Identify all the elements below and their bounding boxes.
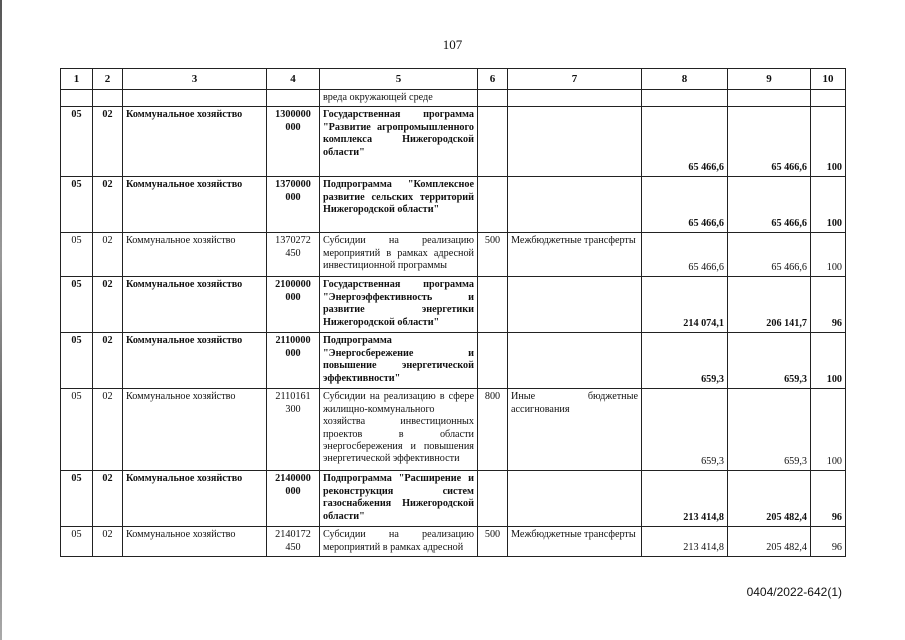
table-row: [61, 107, 846, 177]
subsection-code: 02: [93, 277, 123, 333]
table-row: [61, 177, 846, 233]
subsection-name: Коммунальное хозяйство: [123, 177, 267, 233]
article-name: Государственная программа "Развитие агропромышленного комплекса Нижегородской области": [320, 107, 478, 177]
document-code: 0404/2022-642(1): [746, 585, 842, 599]
expense-type-code: 800: [478, 389, 508, 471]
executed-amount: 206 141,7: [728, 277, 811, 333]
subsection-code: 02: [93, 177, 123, 233]
planned-amount: 65 466,6: [642, 177, 728, 233]
executed-amount: 205 482,4: [728, 471, 811, 527]
article-name: Подпрограмма "Комплексное развитие сельских территорий Нижегородской области": [320, 177, 478, 233]
header-col-5: 5: [320, 69, 478, 90]
execution-percent: 96: [811, 471, 846, 527]
article-name: Субсидии на реализацию мероприятий в рамках адресной инвестиционной программы: [320, 233, 478, 277]
section-code: 05: [61, 471, 93, 527]
page-number: 107: [442, 37, 463, 52]
header-col-9: 9: [728, 69, 811, 90]
header-col-10: 10: [811, 69, 846, 90]
continuation-text: вреда окружающей среде: [320, 90, 478, 107]
planned-amount: 65 466,6: [642, 233, 728, 277]
section-code: 05: [61, 389, 93, 471]
expense-type-code: [478, 333, 508, 389]
target-article: 2100000 000: [267, 277, 320, 333]
section-code: 05: [61, 233, 93, 277]
planned-amount: 659,3: [642, 333, 728, 389]
header-col-4: 4: [267, 69, 320, 90]
target-article: 2110000 000: [267, 333, 320, 389]
target-article: 1370000 000: [267, 177, 320, 233]
subsection-name: Коммунальное хозяйство: [123, 333, 267, 389]
table-row: [61, 333, 846, 389]
planned-amount: 213 414,8: [642, 527, 728, 557]
execution-percent: 96: [811, 527, 846, 557]
scan-edge: [0, 0, 2, 640]
table-row: [61, 389, 846, 471]
header-col-1: 1: [61, 69, 93, 90]
subsection-code: 02: [93, 233, 123, 277]
subsection-code: 02: [93, 389, 123, 471]
execution-percent: 100: [811, 177, 846, 233]
target-article: 2140172 450: [267, 527, 320, 557]
section-code: 05: [61, 527, 93, 557]
section-code: 05: [61, 277, 93, 333]
execution-percent: 100: [811, 107, 846, 177]
table-row: [61, 527, 846, 557]
expense-type-code: [478, 471, 508, 527]
target-article: 2140000 000: [267, 471, 320, 527]
article-name: Подпрограмма "Энергосбережение и повышение энергетической эффективности": [320, 333, 478, 389]
table-row: [61, 233, 846, 277]
expense-type-code: [478, 177, 508, 233]
header-col-2: 2: [93, 69, 123, 90]
planned-amount: 214 074,1: [642, 277, 728, 333]
expense-type-code: 500: [478, 527, 508, 557]
section-code: 05: [61, 177, 93, 233]
header-row: [61, 69, 846, 90]
executed-amount: 65 466,6: [728, 233, 811, 277]
target-article: 2110161 300: [267, 389, 320, 471]
target-article: 1370272 450: [267, 233, 320, 277]
expense-type-name: [508, 471, 642, 527]
executed-amount: 659,3: [728, 389, 811, 471]
header-col-6: 6: [478, 69, 508, 90]
subsection-code: 02: [93, 471, 123, 527]
header-col-3: 3: [123, 69, 267, 90]
planned-amount: 659,3: [642, 389, 728, 471]
target-article: 1300000 000: [267, 107, 320, 177]
expense-type-name: [508, 107, 642, 177]
subsection-code: 02: [93, 527, 123, 557]
article-name: Субсидии на реализацию мероприятий в рамках адресной: [320, 527, 478, 557]
expense-type-name: Межбюджетные трансферты: [508, 233, 642, 277]
subsection-code: 02: [93, 107, 123, 177]
subsection-name: Коммунальное хозяйство: [123, 233, 267, 277]
section-code: 05: [61, 107, 93, 177]
header-col-7: 7: [508, 69, 642, 90]
subsection-name: Коммунальное хозяйство: [123, 389, 267, 471]
expense-type-name: Межбюджетные трансферты: [508, 527, 642, 557]
expense-type-code: [478, 107, 508, 177]
planned-amount: 65 466,6: [642, 107, 728, 177]
header-col-8: 8: [642, 69, 728, 90]
executed-amount: 65 466,6: [728, 177, 811, 233]
expense-type-code: [478, 277, 508, 333]
budget-table: [60, 68, 846, 557]
execution-percent: 100: [811, 333, 846, 389]
executed-amount: 205 482,4: [728, 527, 811, 557]
subsection-name: Коммунальное хозяйство: [123, 471, 267, 527]
expense-type-code: 500: [478, 233, 508, 277]
expense-type-name: [508, 333, 642, 389]
continuation-row: [61, 90, 846, 107]
expense-type-name: [508, 277, 642, 333]
article-name: Подпрограмма "Расширение и реконструкция систем газоснабжения Нижегородской области": [320, 471, 478, 527]
subsection-code: 02: [93, 333, 123, 389]
execution-percent: 100: [811, 233, 846, 277]
executed-amount: 65 466,6: [728, 107, 811, 177]
subsection-name: Коммунальное хозяйство: [123, 527, 267, 557]
subsection-name: Коммунальное хозяйство: [123, 277, 267, 333]
article-name: Государственная программа "Энергоэффективность и развитие энергетики Нижегородской области": [320, 277, 478, 333]
section-code: 05: [61, 333, 93, 389]
article-name: Субсидии на реализацию в сфере жилищно-коммунального хозяйства инвестиционных проектов в области энергосбережения и повышения энергетической эффективности: [320, 389, 478, 471]
table-row: [61, 277, 846, 333]
expense-type-name: [508, 177, 642, 233]
execution-percent: 100: [811, 389, 846, 471]
expense-type-name: Иные бюджетные ассигнования: [508, 389, 642, 471]
execution-percent: 96: [811, 277, 846, 333]
planned-amount: 213 414,8: [642, 471, 728, 527]
executed-amount: 659,3: [728, 333, 811, 389]
table-row: [61, 471, 846, 527]
subsection-name: Коммунальное хозяйство: [123, 107, 267, 177]
